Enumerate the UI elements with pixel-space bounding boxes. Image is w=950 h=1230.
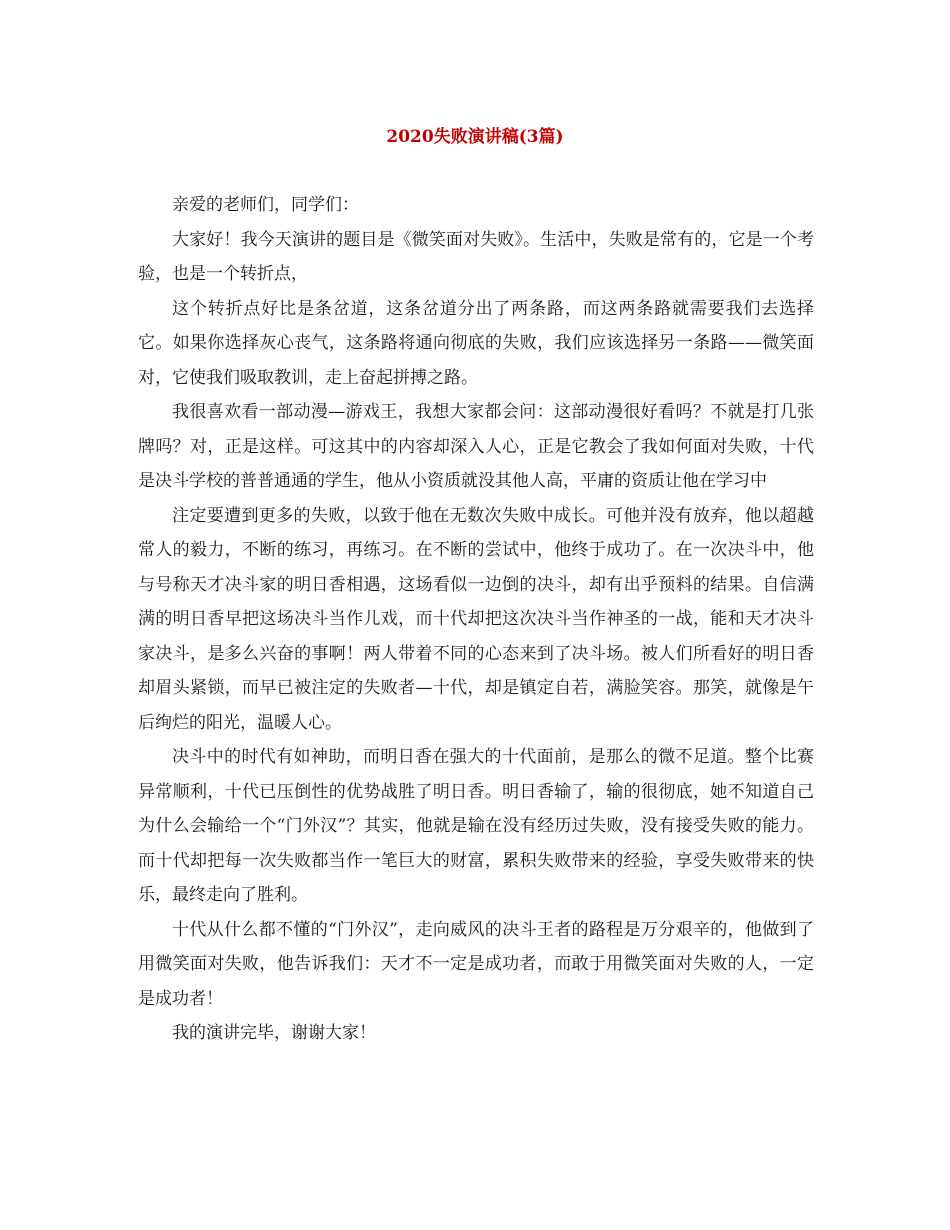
paragraph: 十代从什么都不懂的“门外汉”，走向威风的决斗王者的路程是万分艰辛的，他做到了用微笑面对失败，他告诉我们：天才不一定是成功者，而敢于用微笑面对失败的人，一定是成功者！	[138, 919, 814, 1009]
paragraph: 注定要遭到更多的失败，以致于他在无数次失败中成长。可他并没有放弃，他以超越常人的毅力，不断的练习，再练习。在不断的尝试中，他终于成功了。在一次决斗中，他与号称天才决斗家的明日香相遇，这场看似一边倒的决斗，却有出乎预料的结果。自信满满的明日香早把这场决斗当作儿戏，而十代却把这次决斗当作神圣的一战，能和天才决斗家决斗，是多么兴奋的事啊！两人带着不同的心态来到了决斗场。被人们所看好的明日香却眉头紧锁，而早已被注定的失败者—十代，却是镇定自若，满脸笑容。那笑，就像是午后绚烂的阳光，温暖人心。	[138, 505, 814, 733]
paragraph: 我很喜欢看一部动漫—游戏王，我想大家都会问：这部动漫很好看吗？不就是打几张牌吗？对，正是这样。可这其中的内容却深入人心，正是它教会了我如何面对失败，十代是决斗学校的普普通通的学生，他从小资质就没其他人高，平庸的资质让他在学习中	[138, 402, 814, 491]
paragraph: 决斗中的时代有如神助，而明日香在强大的十代面前，是那么的微不足道。整个比赛异常顺利，十代已压倒性的优势战胜了明日香。明日香输了，输的很彻底，她不知道自己为什么会输给一个“门外汉”？其实，他就是输在没有经历过失败，没有接受失败的能力。而十代却把每一次失败都当作一笔巨大的财富，累积失败带来的经验，享受失败带来的快乐，最终走向了胜利。	[138, 747, 814, 905]
paragraph: 这个转折点好比是条岔道，这条岔道分出了两条路，而这两条路就需要我们去选择它。如果你选择灰心丧气，这条路将通向彻底的失败，我们应该选择另一条路——微笑面对，它使我们吸取教训，走上奋起拼搏之路。	[138, 298, 814, 388]
paragraph-closing: 我的演讲完毕，谢谢大家！	[172, 1023, 376, 1043]
document-title: 2020失败演讲稿(3篇)	[386, 127, 564, 147]
paragraph: 大家好！我今天演讲的题目是《微笑面对失败》。生活中，失败是常有的，它是一个考验，也是一个转折点，	[138, 229, 814, 284]
paragraph-salutation: 亲爱的老师们，同学们：	[172, 195, 359, 215]
document-body	[138, 188, 814, 1051]
